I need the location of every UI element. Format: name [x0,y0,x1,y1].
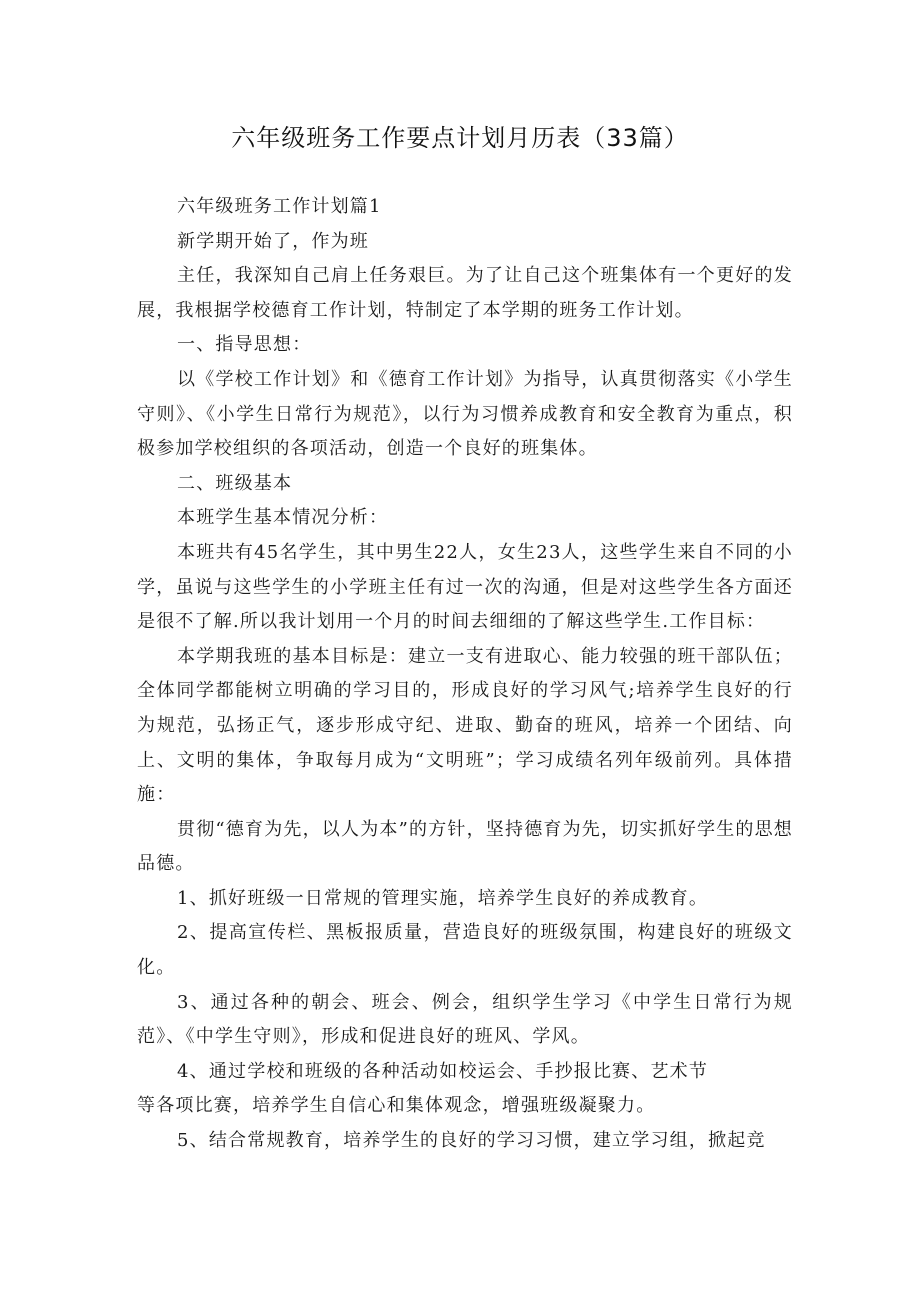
document-body [137,190,793,1159]
list-item-continuation: 等各项比赛，培养学生自信心和集体观念，增强班级凝聚力。 [137,1095,656,1117]
list-item: 2、提高宣传栏、黑板报质量，营造良好的班级氛围，构建良好的班级文化。 [137,922,793,979]
paragraph: 本班学生基本情况分析： [177,507,389,529]
paragraph: 新学期开始了，作为班 [177,230,369,252]
section-heading: 六年级班务工作计划篇1 [177,196,382,217]
paragraph: 贯彻“德育为先，以人为本”的方针，坚持德育为先，切实抓好学生的思想品德。 [137,818,794,875]
list-item: 5、结合常规教育，培养学生的良好的学习习惯，建立学习组，掀起竞 [177,1130,766,1152]
list-item: 3、通过各种的朝会、班会、例会，组织学生学习《中学生日常行为规范》、《中学生守则》，形成和促进良好的班风、学风。 [137,991,793,1048]
paragraph: 本班共有45名学生，其中男生22人，女生23人，这些学生来自不同的小学，虽说与这些学生的小学班主任有过一次的沟通，但是对这些学生各方面还是很不了解.所以我计划用一个月的时间去细细的了解这些学生.工作目标： [137,541,793,633]
section-heading: 二、班级基本 [177,472,293,494]
document-title: 六年级班务工作要点计划月历表（33篇） [231,124,689,152]
list-item: 1、抓好班级一日常规的管理实施，培养学生良好的养成教育。 [177,887,709,909]
paragraph: 本学期我班的基本目标是：建立一支有进取心、能力较强的班干部队伍；全体同学都能树立明确的学习目的，形成良好的学习风气;培养学生良好的行为规范，弘扬正气，逐步形成守纪、进取、勤奋的班风，培养一个团结、向上、文明的集体，争取每月成为“文明班”；学习成绩名列年级前列。具体措施： [137,645,793,806]
section-heading: 一、指导思想： [177,334,312,356]
paragraph: 主任，我深知自己肩上任务艰巨。为了让自己这个班集体有一个更好的发展，我根据学校德育工作计划，特制定了本学期的班务工作计划。 [137,265,793,321]
paragraph: 以《学校工作计划》和《德育工作计划》为指导，认真贯彻落实《小学生守则》、《小学生日常行为规范》，以行为习惯养成教育和安全教育为重点，积极参加学校组织的各项活动，创造一个良好的班集体。 [137,368,793,460]
list-item: 4、通过学校和班级的各种活动如校运会、手抄报比赛、艺术节 [177,1060,709,1082]
